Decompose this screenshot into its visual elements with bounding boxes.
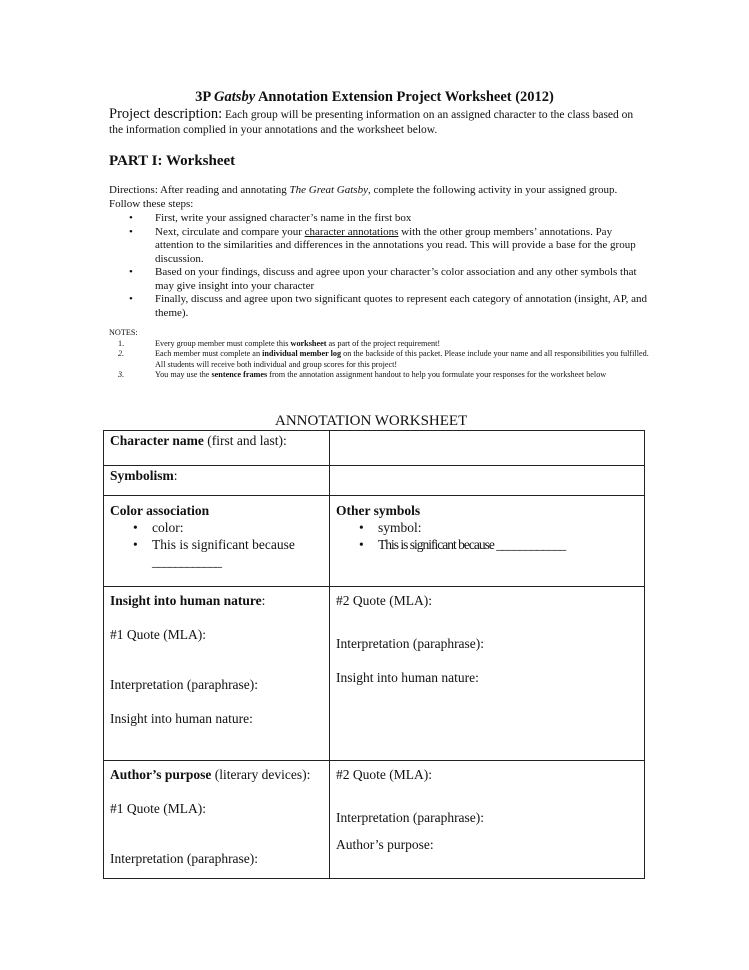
bullet-icon: • <box>129 225 133 238</box>
insight-right-field[interactable]: #2 Quote (MLA): Interpretation (paraphrase): Insight into human nature: <box>330 587 645 761</box>
directions: Directions: After reading and annotating The Great Gatsby, complete the following activity in your assigned group. Follow these steps: <box>109 184 618 210</box>
insight-heading: Insight into human nature <box>110 593 262 608</box>
page-title: 3P Gatsby Annotation Extension Project Worksheet (2012) <box>195 89 554 105</box>
table-row <box>104 431 645 466</box>
other-symbols-field[interactable] <box>330 496 645 587</box>
list-item: • This is significant because ____________ <box>133 537 295 569</box>
bullet-icon: • <box>359 537 364 552</box>
author-purpose-right-field[interactable]: #2 Quote (MLA): Interpretation (paraphrase): Author’s purpose: <box>330 761 645 879</box>
table-row <box>104 466 645 496</box>
list-item: • This is significant because ____________ <box>359 537 566 552</box>
steps-list <box>109 212 649 320</box>
bullet-icon: • <box>129 212 133 224</box>
author-purpose-left-field[interactable]: Author’s purpose (literary devices): #1 Quote (MLA): Interpretation (paraphrase): <box>104 761 330 879</box>
list-item: 3. You may use the sentence frames from the annotation assignment handout to help you formulate your responses for the worksheet below <box>118 370 607 379</box>
list-item: • color: <box>133 520 184 535</box>
author-purpose-heading: Author’s purpose <box>110 767 212 782</box>
symbolism-field[interactable] <box>330 466 645 496</box>
symbolism-label-cell: Symbolism: <box>104 466 330 496</box>
list-item: • Next, circulate and compare your character annotations with the other group members’ annotations. Pay attention to the similarities and differences in the annotations you read. This will provide a base for the group discussion. <box>129 225 636 265</box>
list-item: • Based on your findings, discuss and agree upon your character’s color association and any other symbols that may give insight into your character <box>129 266 637 292</box>
description-text: Each group will be presenting information on an assigned character to the class based on the information complied in your annotations and the worksheet below. <box>109 109 634 136</box>
annotation-worksheet-table <box>103 430 645 879</box>
other-symbols-heading: Other symbols <box>336 503 421 518</box>
bullet-icon: • <box>133 537 138 552</box>
list-item: • symbol: <box>359 520 422 535</box>
color-association-field[interactable] <box>104 496 330 587</box>
table-row <box>104 761 645 879</box>
worksheet-title: ANNOTATION WORKSHEET <box>275 413 468 429</box>
bullet-icon: • <box>129 293 133 305</box>
list-item: • First, write your assigned character’s name in the first box <box>129 212 412 224</box>
notes-label: NOTES: <box>109 328 138 337</box>
list-item: • Finally, discuss and agree upon two significant quotes to represent each category of annotation (insight, AP, and theme). <box>129 293 648 319</box>
bullet-icon: • <box>133 520 138 535</box>
character-name-label-cell: Character name (first and last): <box>104 431 330 466</box>
list-item: 1. Every group member must complete this worksheet as part of the project requirement! <box>118 338 441 348</box>
description-label: Project description: <box>109 106 223 122</box>
bullet-icon: • <box>129 266 133 278</box>
part1-heading: PART I: Worksheet <box>109 153 236 169</box>
list-item: 2. Each member must complete an individual member log on the backside of this packet. Please include your name and all responsibilities you fulfilled. All students will receive both individual and group scores for this project! <box>118 349 649 369</box>
table-row <box>104 587 645 761</box>
insight-left-field[interactable]: Insight into human nature: #1 Quote (MLA): Interpretation (paraphrase): Insight into human nature: <box>104 587 330 761</box>
character-name-field[interactable] <box>330 431 645 466</box>
bullet-icon: • <box>359 520 364 535</box>
project-description <box>109 107 649 138</box>
notes <box>109 328 649 381</box>
color-association-heading: Color association <box>110 503 210 518</box>
table-row <box>104 496 645 587</box>
